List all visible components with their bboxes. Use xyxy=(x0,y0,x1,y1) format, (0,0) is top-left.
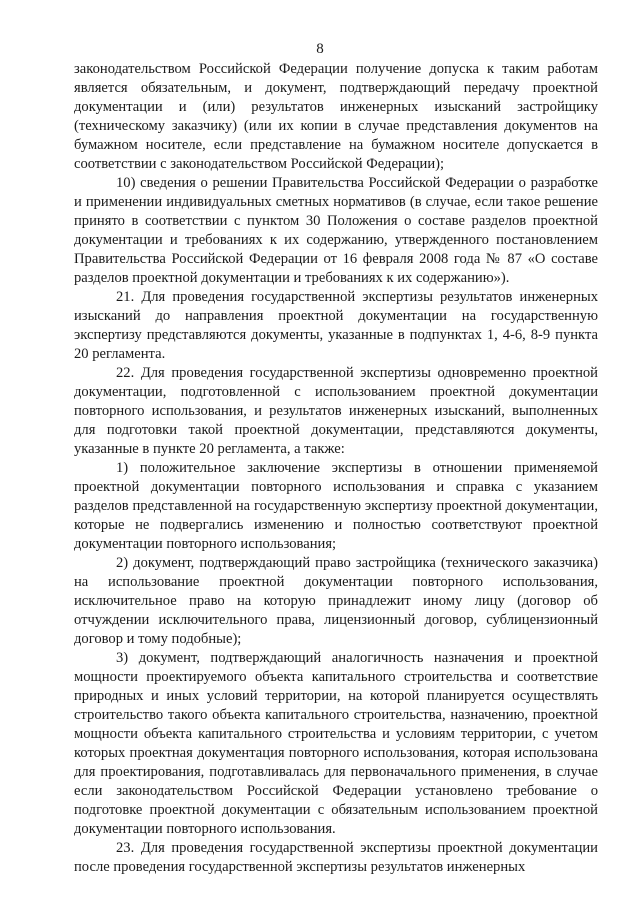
paragraph-continuation: законодательством Российской Федерации получение допуска к таким работам является обязательным, и документ, подтверждающий передачу проектной документации и (или) результатов инженерных изысканий застройщику (техническому заказчику) (или их копии в случае представления документов на бумажном носителе, если представление на бумажном носителе допускается в соответствии с законодательством Российской Федерации); xyxy=(74,61,598,172)
paragraph-clause-21: 21. Для проведения государственной экспертизы результатов инженерных изысканий до направления проектной документации на государственную экспертизу представляются документы, указанные в подпунктах 1, 4-6, 8-9 пункта 20 регламента. xyxy=(74,289,598,362)
paragraph-item-10: 10) сведения о решении Правительства Российской Федерации о разработке и применении индивидуальных сметных нормативов (в случае, если такое решение принято в соответствии с пунктом 30 Положения о составе разделов проектной документации и требованиях к их содержанию, утвержденного постановлением Правительства Российской Федерации от 16 февраля 2008 года № 87 «О составе разделов проектной документации и требованиях к их содержанию»). xyxy=(74,175,598,286)
page-number: 8 xyxy=(316,41,324,57)
paragraph-clause-23: 23. Для проведения государственной экспертизы проектной документации после проведения государственной экспертизы результатов инженерных xyxy=(74,840,598,875)
paragraph-subitem-1: 1) положительное заключение экспертизы в отношении применяемой проектной документации повторного использования и справка с указанием разделов представленной на государственную экспертизу проектной документации, которые не подвергались изменению и полностью соответствуют проектной документации повторного использования; xyxy=(74,460,598,552)
paragraph-clause-22: 22. Для проведения государственной экспертизы одновременно проектной документации, подготовленной с использованием проектной документации повторного использования, и результатов инженерных изысканий, выполненных для подготовки такой проектной документации, представляются документы, указанные в пункте 20 регламента, а также: xyxy=(74,365,598,457)
document-body xyxy=(74,60,598,877)
paragraph-subitem-2: 2) документ, подтверждающий право застройщика (технического заказчика) на использование проектной документации повторного использования, исключительное право на которую принадлежит иному лицу (договор об отчуждении исключительного права, лицензионный договор, сублицензионный договор и тому подобные); xyxy=(74,555,598,647)
paragraph-subitem-3: 3) документ, подтверждающий аналогичность назначения и проектной мощности проектируемого объекта капитального строительства и соответствие природных и иных условий территории, на которой планируется осуществлять строительство такого объекта капитального строительства, назначению, проектной мощности объекта капитального строительства и условиям территории, с учетом которых проектная документация повторного использования, которая использована для проектирования, подготавливалась для первоначального применения, в случае если законодательством Российской Федерации установлено требование о подготовке проектной документации с обязательным использованием проектной документации повторного использования. xyxy=(74,650,598,837)
